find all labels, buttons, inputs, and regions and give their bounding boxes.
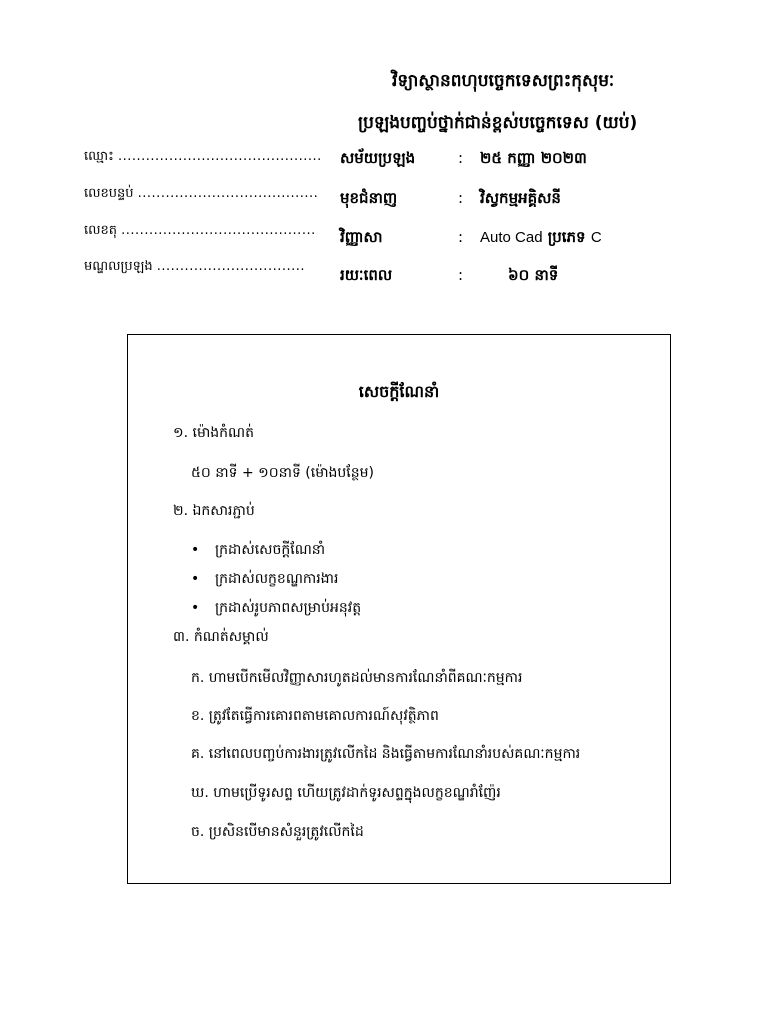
- list-item: • ក្រដាស់រូបភាពសម្រាប់អនុវត្ត: [191, 598, 361, 619]
- subject-label: វិញ្ញាសា: [340, 228, 383, 246]
- institute-title: វិទ្យាស្ថានពហុបច្ចេកទេសព្រះកុសុមៈ: [392, 71, 615, 91]
- duration-row: [340, 266, 558, 288]
- colon: :: [458, 189, 464, 207]
- note-item: ក. ហាមបើកមើលវិញ្ញាសារហូតដល់មានការណែនាំពីគណៈកម្មការ: [191, 670, 523, 686]
- subject-row: [340, 228, 602, 250]
- subject-type-label: ប្រភេទ: [547, 228, 586, 246]
- room-field: [84, 185, 318, 204]
- exam-title: ប្រឡងបញ្ចប់ថ្នាក់ជាន់ខ្ពស់បច្ចេកទេស (យប់): [358, 113, 638, 133]
- note-item: គ. នៅពេលបញ្ចប់ការងារត្រូវលើកដៃ និងធ្វើតាមការណែនាំរបស់គណៈកម្មការ: [191, 746, 581, 762]
- instructions-title: សេចក្តីណែនាំ: [358, 382, 440, 401]
- section-2-heading: ២. ឯកសារភ្ជាប់: [173, 503, 255, 519]
- section-1-text: ៥០ នាទី + ១០នាទី (ម៉ោងបន្ថែម): [191, 465, 374, 481]
- name-label: ឈ្មោះ: [84, 149, 114, 164]
- duration-label: រយៈពេល: [340, 266, 393, 284]
- subject-software: Auto Cad: [480, 229, 543, 246]
- colon: :: [458, 149, 464, 167]
- seat-field: [84, 222, 316, 241]
- note-item: ច. ប្រសិនបើមានសំនួរត្រូវលើកដៃ: [191, 824, 364, 840]
- instructions-box: [127, 334, 671, 884]
- name-dots: ............................................: [117, 149, 322, 164]
- note-item: ឃ. ហាមប្រើទូរសព្ទ ហើយត្រូវដាក់ទូរសព្ទក្នុងលក្ខខណ្ឌរាំញ៉ែរ: [191, 785, 501, 801]
- subject-type-value: C: [590, 229, 602, 246]
- section-3-heading: ៣. កំណត់សម្គាល់: [173, 629, 269, 645]
- exam-date-row: [340, 149, 587, 171]
- seat-label: លេខតុ: [84, 223, 118, 238]
- duration-value: ៦០ នាទី: [508, 266, 559, 284]
- room-dots: .......................................: [137, 186, 319, 201]
- seat-dots: ..........................................: [121, 223, 316, 238]
- room-label: លេខបន្ទប់: [84, 186, 134, 201]
- skill-row: [340, 189, 561, 211]
- center-dots: ................................: [156, 259, 305, 274]
- colon: :: [458, 266, 464, 284]
- center-field: [84, 258, 305, 277]
- exam-date-label: សម័យប្រឡង: [340, 149, 416, 167]
- note-item: ខ. ត្រូវតែធ្វើការគោរពតាមគោលការណ៍សុវត្ថិភាព: [191, 708, 439, 724]
- colon: :: [458, 228, 464, 246]
- section-1-heading: ១. ម៉ោងកំណត់: [173, 425, 255, 441]
- name-field: [84, 148, 322, 167]
- list-item: • ក្រដាស់សេចក្តីណែនាំ: [191, 540, 325, 561]
- skill-value: វិស្វកម្មអគ្គិសនី: [480, 189, 561, 207]
- center-label: មណ្ឌលប្រឡង: [84, 259, 153, 274]
- exam-date-value: ២៥ កញ្ញា ២០២៣: [480, 149, 587, 167]
- skill-label: មុខជំនាញ: [340, 189, 398, 207]
- list-item: • ក្រដាស់លក្ខខណ្ឌការងារ: [191, 569, 338, 590]
